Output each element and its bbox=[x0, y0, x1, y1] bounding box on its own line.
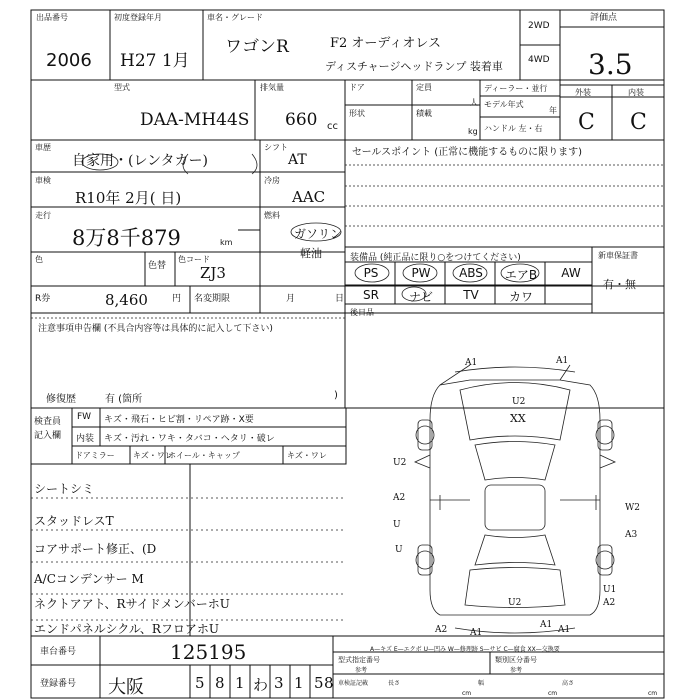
shape-label: 形状 bbox=[349, 109, 365, 118]
rating-label: 評価点 bbox=[590, 13, 618, 23]
damage-mark: U bbox=[393, 520, 401, 530]
registration-digit: 3 bbox=[274, 674, 284, 692]
registration-digit: 1 bbox=[294, 674, 304, 692]
remark-line: スタッドレスT bbox=[34, 514, 114, 528]
exterior-grade: C bbox=[578, 110, 595, 135]
ac-label: 冷房 bbox=[264, 176, 280, 185]
shift-label: シフト bbox=[264, 143, 288, 152]
interior-insp-text: キズ・汚れ・ワキ・タバコ・ヘタリ・破レ bbox=[104, 434, 275, 444]
equip-tv: TV bbox=[463, 288, 479, 302]
damage-mark: U2 bbox=[508, 598, 522, 608]
capacity-unit: 人 bbox=[470, 98, 478, 107]
model-year-label: モデル年式 bbox=[484, 100, 524, 109]
registration-digit: わ bbox=[253, 676, 269, 694]
damage-mark: U bbox=[395, 545, 403, 555]
fw-text: キズ・飛石・ヒビ割・リペア跡・X要 bbox=[104, 415, 254, 425]
car-name-label: 車名・グレード bbox=[207, 13, 263, 22]
registration-digit: 5 bbox=[314, 674, 324, 692]
mileage-label: 走行 bbox=[35, 211, 51, 220]
usage-label: 車歴 bbox=[35, 143, 51, 152]
exterior-label: 外装 bbox=[575, 88, 591, 97]
damage-mark: A2 bbox=[435, 625, 448, 635]
drive-4wd: 4WD bbox=[528, 55, 550, 65]
mirror-label: ドアミラー bbox=[75, 451, 115, 460]
ac-value: AAC bbox=[292, 188, 326, 206]
type-designation-label: 型式指定番号 bbox=[338, 656, 380, 664]
mileage-value: 8万8千879 bbox=[72, 226, 181, 250]
dealer-label: ディーラー・並行 bbox=[484, 84, 548, 93]
recycle-unit: 円 bbox=[172, 294, 182, 304]
equip-ps: PS bbox=[363, 266, 379, 280]
wheel-text: キズ・ワレ bbox=[287, 451, 327, 460]
damage-mark: U2 bbox=[393, 458, 407, 468]
vehicle-inspection-label: 車検証記載 bbox=[338, 680, 369, 687]
capacity-label: 定員 bbox=[416, 83, 432, 92]
model-year-unit: 年 bbox=[549, 106, 557, 115]
drive-2wd: 2WD bbox=[528, 21, 550, 31]
registration-digit: 8 bbox=[215, 674, 225, 692]
sales-point-label: セールスポイント (正常に機能するものに限ります) bbox=[352, 147, 583, 158]
grade-extra-value: ディスチャージヘッドランプ 装着車 bbox=[325, 60, 503, 73]
inspector-entry-label: 記入欄 bbox=[34, 431, 62, 441]
damage-mark: A1 bbox=[540, 620, 553, 630]
repair-history-value: 有 (箇所 bbox=[105, 394, 143, 405]
name-change-month: 月 bbox=[286, 294, 296, 304]
interior-insp-label: 内装 bbox=[76, 434, 95, 444]
color-label: 色 bbox=[35, 255, 43, 264]
displacement-label: 排気量 bbox=[260, 83, 284, 92]
equip-abs: ABS bbox=[459, 266, 483, 280]
registration-city: 大阪 bbox=[108, 677, 144, 698]
recycle-value: 8,460 bbox=[105, 291, 148, 309]
first-registration-label: 初度登録年月 bbox=[114, 13, 162, 22]
warranty-value: 有・無 bbox=[603, 278, 636, 291]
model-value: DAA-MH44S bbox=[140, 110, 250, 130]
door-label: ドア bbox=[349, 83, 365, 92]
damage-mark: U1 bbox=[603, 585, 617, 595]
inspection-value: R10年 2月( 日) bbox=[75, 189, 182, 207]
grade-value: F2 オーディオレス bbox=[330, 36, 441, 51]
displacement-unit: cc bbox=[327, 121, 338, 132]
mileage-unit: km bbox=[220, 238, 233, 247]
remark-line: シートシミ bbox=[34, 482, 95, 496]
damage-mark: A1 bbox=[465, 358, 478, 368]
width-label: 幅 bbox=[478, 680, 485, 687]
lot-number-value: 2006 bbox=[46, 50, 92, 71]
remark-line: ネクトアアト、RサイドメンバーホU bbox=[34, 597, 230, 611]
new-car-warranty-label: 新車保証書 bbox=[598, 251, 638, 260]
equip-navi: ナビ bbox=[408, 290, 433, 304]
remark-line: エンドパネルシクル、RフロアホU bbox=[34, 622, 220, 636]
equip-leather: カワ bbox=[508, 290, 533, 304]
interior-grade: C bbox=[630, 110, 647, 135]
fw-label: FW bbox=[77, 412, 92, 422]
inspection-label: 車検 bbox=[35, 176, 51, 185]
inspector-label: 検査員 bbox=[34, 417, 62, 427]
damage-mark: W2 bbox=[625, 503, 640, 513]
notes-label: 注意事項申告欄 (不具合内容等は具体的に記入して下さい) bbox=[38, 324, 273, 334]
shift-value: AT bbox=[288, 152, 307, 168]
damage-mark: A3 bbox=[625, 530, 638, 540]
equip-sr: SR bbox=[363, 288, 379, 302]
damage-mark: XX bbox=[510, 412, 526, 425]
first-registration-value: H27 1月 bbox=[120, 51, 190, 71]
fuel-alt: 軽油 bbox=[300, 247, 322, 260]
remark-line: コアサポート修正、(D bbox=[34, 542, 157, 556]
chassis-value: 125195 bbox=[170, 640, 247, 664]
damage-mark: A1 bbox=[556, 356, 569, 366]
fuel-value: ガソリン bbox=[294, 227, 343, 241]
damage-mark: A2 bbox=[393, 493, 406, 503]
repair-history-label: 修復歴 bbox=[46, 394, 76, 405]
damage-legend: A—キズ E—エクボ U—凹み W—修理跡 S—サビ C—腐食 XX—交換要 bbox=[370, 646, 560, 653]
registration-digit: 1 bbox=[235, 674, 245, 692]
damage-mark: A1 bbox=[470, 628, 483, 638]
handle-label: ハンドル 左・右 bbox=[484, 124, 543, 133]
displacement-value: 660 bbox=[285, 110, 318, 130]
reference-label: 参考 bbox=[355, 667, 368, 674]
equipment-label: 装備品 (純正品に限り○をつけてください) bbox=[350, 253, 521, 263]
name-change-label: 名変期限 bbox=[194, 294, 231, 304]
fuel-label: 燃料 bbox=[264, 211, 280, 220]
length-label: 長さ bbox=[388, 680, 401, 687]
equip-pw: PW bbox=[411, 266, 431, 280]
height-unit: cm bbox=[648, 690, 658, 697]
mirror-text: キズ・ワレ bbox=[133, 451, 173, 460]
recycle-label: R券 bbox=[35, 294, 51, 304]
reference-label: 参考 bbox=[510, 667, 523, 674]
car-name-value: ワゴンR bbox=[225, 37, 289, 57]
length-unit: cm bbox=[462, 690, 472, 697]
damage-mark: U2 bbox=[512, 397, 526, 407]
repair-history-close: ) bbox=[334, 390, 338, 401]
wheel-label: ホイール・キャップ bbox=[168, 451, 240, 460]
lot-number-label: 出品番号 bbox=[36, 13, 68, 22]
color-change-label: 色替 bbox=[148, 261, 167, 271]
load-label: 積載 bbox=[416, 109, 432, 118]
rating-value: 3.5 bbox=[588, 48, 633, 81]
damage-mark: A2 bbox=[603, 598, 616, 608]
usage-value: 自家用・(レンタカー) bbox=[72, 153, 209, 169]
model-label: 型式 bbox=[114, 83, 130, 92]
rear-seat-label: 後日品 bbox=[350, 308, 374, 317]
chassis-label: 車台番号 bbox=[40, 647, 77, 657]
height-label: 高さ bbox=[562, 680, 575, 687]
registration-digit: 8 bbox=[324, 674, 334, 692]
equip-airbag: エアB bbox=[504, 268, 538, 282]
registration-label: 登録番号 bbox=[40, 679, 77, 689]
remark-line: A/Cコンデンサー M bbox=[34, 572, 144, 586]
color-code-label: 色コード bbox=[178, 255, 210, 264]
equip-aw: AW bbox=[561, 266, 581, 280]
damage-mark: A1 bbox=[558, 625, 571, 635]
color-code-value: ZJ3 bbox=[200, 264, 226, 282]
name-change-day: 日 bbox=[335, 294, 345, 304]
width-unit: cm bbox=[548, 690, 558, 697]
class-number-label: 類別区分番号 bbox=[495, 656, 537, 664]
interior-label: 内装 bbox=[628, 88, 644, 97]
load-unit: kg bbox=[468, 127, 478, 136]
registration-digit: 5 bbox=[195, 674, 205, 692]
